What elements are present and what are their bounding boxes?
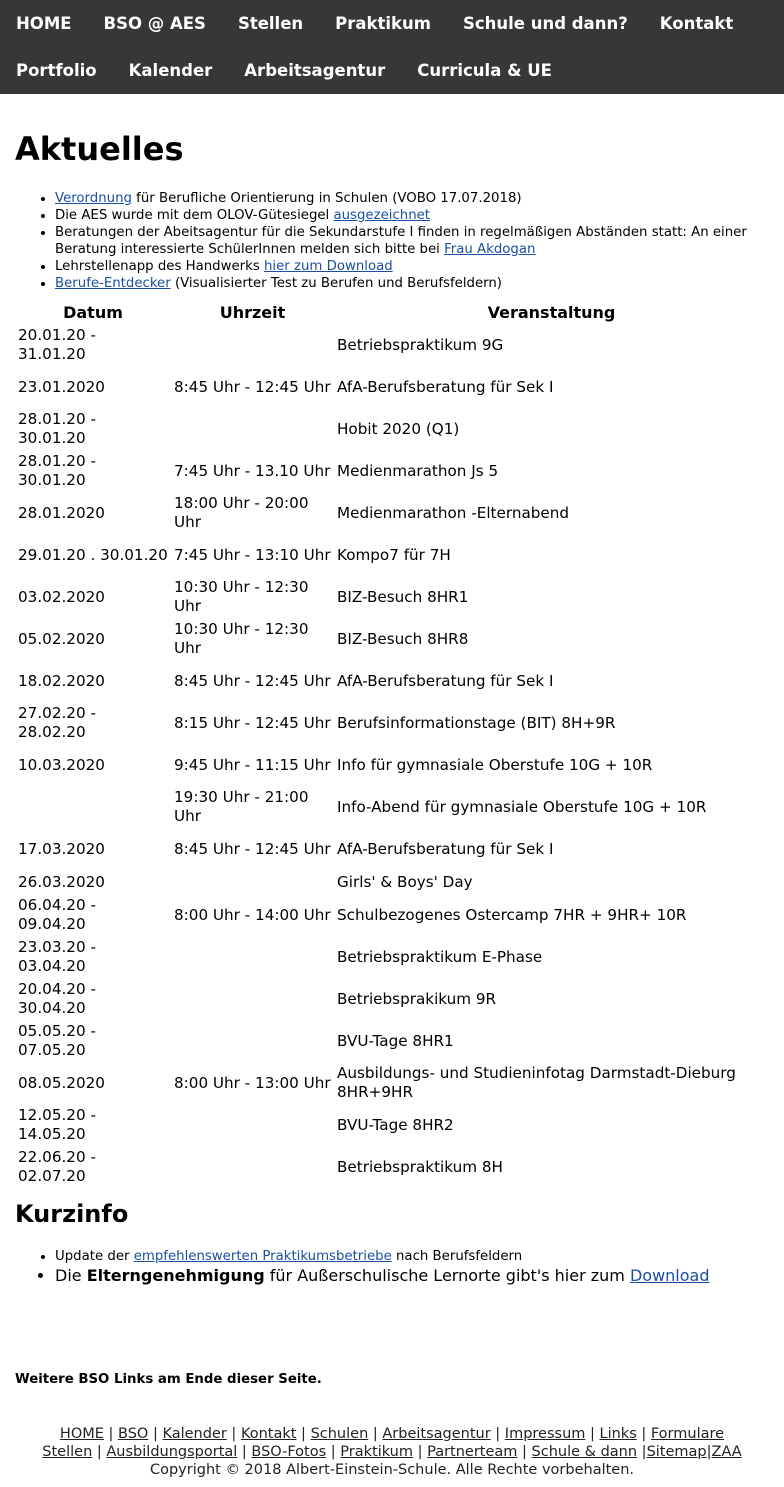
cell-datum: 28.01.20 - 30.01.20 bbox=[18, 410, 96, 447]
list-item-text: für Berufliche Orientierung in Schulen (VOBO 17.07.2018) bbox=[131, 191, 522, 206]
list-item-text: Update der bbox=[55, 1249, 134, 1264]
cell-datum: 28.01.20 - 30.01.20 bbox=[18, 452, 96, 489]
table-row bbox=[15, 534, 769, 576]
list-item bbox=[55, 258, 769, 275]
list-item-text: Die bbox=[55, 1266, 87, 1285]
list-item bbox=[55, 207, 769, 224]
column-header-uhrzeit: Uhrzeit bbox=[219, 302, 286, 322]
list-item-text: nach Berufsfeldern bbox=[391, 1249, 523, 1264]
cell-datum: 05.02.2020 bbox=[18, 629, 105, 648]
cell-datum: 20.04.20 - 30.04.20 bbox=[18, 980, 96, 1017]
table-row bbox=[15, 660, 769, 702]
list-item bbox=[55, 1248, 769, 1266]
cell-veranstaltung: Medienmarathon -Elternabend bbox=[337, 503, 570, 522]
nav-item-curricula[interactable]: Curricula & UE bbox=[417, 61, 552, 80]
cell-datum: 22.06.20 - 02.07.20 bbox=[18, 1148, 96, 1185]
cell-veranstaltung: Kompo7 für 7H bbox=[337, 545, 451, 564]
cell-uhrzeit: 7:45 Uhr - 13.10 Uhr bbox=[174, 461, 331, 480]
cell-uhrzeit bbox=[171, 936, 334, 978]
list-item-text: für Außerschulische Lernorte gibt's hier zum bbox=[264, 1266, 630, 1285]
table-header-row bbox=[15, 300, 769, 324]
nav-item-arbeitsagentur[interactable]: Arbeitsagentur bbox=[244, 61, 386, 80]
footer-link-partnerteam[interactable]: Partnerteam bbox=[427, 1444, 518, 1460]
news-list bbox=[15, 190, 769, 292]
footer-link-links[interactable]: Links bbox=[599, 1426, 637, 1442]
table-row bbox=[15, 786, 769, 828]
cell-veranstaltung: BIZ-Besuch 8HR1 bbox=[337, 587, 469, 606]
nav-row-2 bbox=[16, 47, 784, 94]
cell-datum: 12.05.20 - 14.05.20 bbox=[18, 1106, 96, 1143]
table-row bbox=[15, 744, 769, 786]
cell-datum: 03.02.2020 bbox=[18, 587, 105, 606]
cell-uhrzeit: 8:15 Uhr - 12:45 Uhr bbox=[174, 713, 331, 732]
cell-uhrzeit bbox=[171, 1146, 334, 1188]
cell-uhrzeit: 8:45 Uhr - 12:45 Uhr bbox=[174, 839, 331, 858]
cell-veranstaltung: Medienmarathon Js 5 bbox=[337, 461, 499, 480]
cell-uhrzeit: 10:30 Uhr - 12:30 Uhr bbox=[174, 620, 309, 657]
more-links-note: Weitere BSO Links am Ende dieser Seite. bbox=[15, 1372, 322, 1387]
cell-datum: 23.01.2020 bbox=[18, 377, 105, 396]
footer-link-bso-fotos[interactable]: BSO-Fotos bbox=[251, 1444, 327, 1460]
nav-item-schule-und-dann[interactable]: Schule und dann? bbox=[462, 14, 628, 33]
table-row bbox=[15, 1146, 769, 1188]
list-item-text: Beratungen der Abeitsagentur für die Sekundarstufe I finden in regelmäßigen Abständen statt: An einer Beratung interessierte SchülerInnen melden sich bitte bei bbox=[55, 225, 747, 257]
table-row bbox=[15, 492, 769, 534]
table-row bbox=[15, 408, 769, 450]
elterngenehmigung-label: Elterngenehmigung bbox=[86, 1266, 265, 1285]
cell-datum: 06.04.20 - 09.04.20 bbox=[18, 896, 96, 933]
nav-item-stellen[interactable]: Stellen bbox=[237, 14, 304, 33]
cell-uhrzeit: 19:30 Uhr - 21:00 Uhr bbox=[174, 788, 309, 825]
cell-veranstaltung: Schulbezogenes Ostercamp 7HR + 9HR+ 10R bbox=[337, 905, 687, 924]
cell-datum: 17.03.2020 bbox=[18, 839, 105, 858]
list-item bbox=[55, 190, 769, 207]
cell-veranstaltung: AfA-Berufsberatung für Sek I bbox=[337, 377, 554, 396]
nav-item-portfolio[interactable]: Portfolio bbox=[16, 61, 97, 80]
table-row bbox=[15, 1062, 769, 1104]
column-header-veranstaltung: Veranstaltung bbox=[487, 302, 616, 322]
cell-uhrzeit bbox=[171, 1104, 334, 1146]
footer-link-sitemap[interactable]: Sitemap bbox=[646, 1444, 707, 1460]
cell-uhrzeit bbox=[171, 408, 334, 450]
footer-links-row-1: HOME | BSO | Kalender | Kontakt | Schulen | Arbeitsagentur | Impressum | Links | Formulare bbox=[59, 1426, 725, 1442]
cell-uhrzeit bbox=[171, 324, 334, 366]
cell-uhrzeit bbox=[171, 1020, 334, 1062]
cell-veranstaltung: Girls' & Boys' Day bbox=[337, 872, 473, 891]
cell-veranstaltung: Betriebspraktikum 8H bbox=[337, 1157, 503, 1176]
cell-uhrzeit: 9:45 Uhr - 11:15 Uhr bbox=[174, 755, 331, 774]
cell-datum: 29.01.20 . 30.01.20 bbox=[18, 545, 168, 564]
cell-veranstaltung: Ausbildungs- und Studieninfotag Darmstadt-Dieburg 8HR+9HR bbox=[337, 1064, 736, 1101]
footer bbox=[15, 1425, 769, 1479]
cell-veranstaltung: BIZ-Besuch 8HR8 bbox=[337, 629, 469, 648]
events-table bbox=[15, 300, 769, 1188]
elterngenehmigung-download-link[interactable]: Download bbox=[629, 1266, 710, 1285]
cell-veranstaltung: Berufsinformationstage (BIT) 8H+9R bbox=[337, 713, 616, 732]
cell-veranstaltung: Info für gymnasiale Oberstufe 10G + 10R bbox=[337, 755, 653, 774]
table-row bbox=[15, 324, 769, 366]
list-item-text: Die AES wurde mit dem OLOV-Gütesiegel bbox=[55, 208, 334, 223]
cell-datum: 10.03.2020 bbox=[18, 755, 105, 774]
column-header-datum: Datum bbox=[63, 302, 123, 322]
table-row bbox=[15, 828, 769, 870]
frau-akdogan-link[interactable]: Frau Akdogan bbox=[444, 242, 536, 257]
footer-link-schulen[interactable]: Schulen bbox=[310, 1426, 369, 1442]
table-row bbox=[15, 978, 769, 1020]
praktikumsbetriebe-link[interactable]: empfehlenswerten Praktikumsbetriebe bbox=[133, 1249, 392, 1264]
footer-link-formulare[interactable]: Formulare bbox=[650, 1426, 725, 1442]
cell-datum: 08.05.2020 bbox=[18, 1073, 105, 1092]
download-app-link[interactable]: hier zum Download bbox=[264, 259, 393, 274]
cell-veranstaltung: AfA-Berufsberatung für Sek I bbox=[337, 671, 554, 690]
cell-uhrzeit: 8:00 Uhr - 14:00 Uhr bbox=[174, 905, 331, 924]
nav-item-bso-aes[interactable]: BSO @ AES bbox=[103, 14, 206, 33]
footer-link-stellen[interactable]: Stellen bbox=[42, 1444, 93, 1460]
cell-uhrzeit bbox=[171, 870, 334, 894]
cell-uhrzeit: 18:00 Uhr - 20:00 Uhr bbox=[174, 494, 309, 531]
cell-veranstaltung: Betriebspraktikum E-Phase bbox=[337, 947, 543, 966]
table-row bbox=[15, 1020, 769, 1062]
cell-veranstaltung: Info-Abend für gymnasiale Oberstufe 10G + 10R bbox=[337, 797, 707, 816]
nav-item-kalender[interactable]: Kalender bbox=[128, 61, 213, 80]
cell-veranstaltung: BVU-Tage 8HR1 bbox=[337, 1031, 454, 1050]
table-row bbox=[15, 870, 769, 894]
main-navigation bbox=[0, 0, 784, 94]
footer-link-ausbildungsportal[interactable]: Ausbildungsportal bbox=[106, 1444, 238, 1460]
list-item bbox=[55, 224, 769, 258]
list-item-text: Lehrstellenapp des Handwerks bbox=[55, 259, 264, 274]
cell-datum: 26.03.2020 bbox=[18, 872, 105, 891]
table-row bbox=[15, 618, 769, 660]
cell-veranstaltung: Betriebspraktikum 9G bbox=[337, 335, 504, 354]
footer-link-praktikum[interactable]: Praktikum bbox=[340, 1444, 413, 1460]
cell-uhrzeit: 8:45 Uhr - 12:45 Uhr bbox=[174, 671, 331, 690]
cell-uhrzeit: 8:45 Uhr - 12:45 Uhr bbox=[174, 377, 331, 396]
footer-link-impressum[interactable]: Impressum bbox=[504, 1426, 586, 1442]
table-row bbox=[15, 702, 769, 744]
footer-link-kontakt[interactable]: Kontakt bbox=[240, 1426, 297, 1442]
verordnung-link[interactable]: Verordnung bbox=[55, 191, 132, 206]
list-item bbox=[55, 275, 769, 292]
cell-datum: 05.05.20 - 07.05.20 bbox=[18, 1022, 96, 1059]
nav-row-1 bbox=[16, 0, 784, 47]
table-row bbox=[15, 576, 769, 618]
cell-uhrzeit: 7:45 Uhr - 13:10 Uhr bbox=[174, 545, 331, 564]
cell-datum: 28.01.2020 bbox=[18, 503, 105, 522]
berufe-entdecker-link[interactable]: Berufe-Entdecker bbox=[55, 276, 171, 291]
footer-link-schule-dann[interactable]: Schule & dann bbox=[531, 1444, 638, 1460]
table-row bbox=[15, 450, 769, 492]
footer-links-row-2: Stellen | Ausbildungsportal | BSO-Fotos | Praktikum | Partnerteam | Schule & dann |Sitemap|ZAA bbox=[42, 1444, 742, 1460]
list-item bbox=[55, 1266, 769, 1286]
cell-veranstaltung: AfA-Berufsberatung für Sek I bbox=[337, 839, 554, 858]
copyright: Copyright © 2018 Albert-Einstein-Schule. Alle Rechte vorbehalten. bbox=[149, 1462, 635, 1478]
nav-item-home[interactable]: HOME bbox=[16, 14, 72, 33]
footer-link-bso[interactable]: BSO bbox=[118, 1426, 149, 1442]
cell-datum: 18.02.2020 bbox=[18, 671, 105, 690]
nav-item-praktikum[interactable]: Praktikum bbox=[335, 14, 431, 33]
cell-datum: 27.02.20 - 28.02.20 bbox=[18, 704, 96, 741]
cell-datum bbox=[15, 786, 171, 828]
cell-datum: 20.01.20 - 31.01.20 bbox=[18, 326, 96, 363]
page-title: Aktuelles bbox=[15, 130, 184, 168]
main-content bbox=[0, 130, 784, 1479]
cell-datum: 23.03.20 - 03.04.20 bbox=[18, 938, 96, 975]
footer-link-zaa[interactable]: ZAA bbox=[711, 1444, 742, 1460]
nav-item-kontakt[interactable]: Kontakt bbox=[659, 14, 734, 33]
cell-uhrzeit bbox=[171, 978, 334, 1020]
table-row bbox=[15, 936, 769, 978]
footer-link-home[interactable]: HOME bbox=[59, 1426, 104, 1442]
cell-uhrzeit: 8:00 Uhr - 13:00 Uhr bbox=[174, 1073, 331, 1092]
cell-uhrzeit: 10:30 Uhr - 12:30 Uhr bbox=[174, 578, 309, 615]
cell-veranstaltung: BVU-Tage 8HR2 bbox=[337, 1115, 454, 1134]
kurzinfo-list bbox=[15, 1248, 769, 1286]
ausgezeichnet-link[interactable]: ausgezeichnet bbox=[333, 208, 431, 223]
kurzinfo-heading: Kurzinfo bbox=[15, 1200, 129, 1228]
footer-link-arbeitsagentur[interactable]: Arbeitsagentur bbox=[382, 1426, 491, 1442]
footer-link-kalender[interactable]: Kalender bbox=[162, 1426, 227, 1442]
table-row bbox=[15, 366, 769, 408]
cell-veranstaltung: Hobit 2020 (Q1) bbox=[337, 419, 460, 438]
table-row bbox=[15, 894, 769, 936]
list-item-text: (Visualisierter Test zu Berufen und Berufsfeldern) bbox=[170, 276, 502, 291]
table-row bbox=[15, 1104, 769, 1146]
cell-veranstaltung: Betriebsprakikum 9R bbox=[337, 989, 497, 1008]
